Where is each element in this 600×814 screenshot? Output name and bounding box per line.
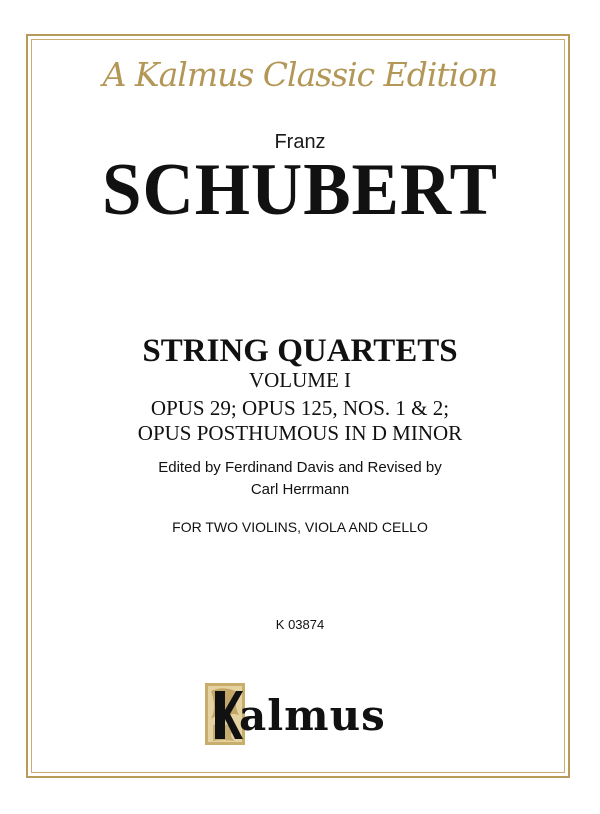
opus-line-2: OPUS POSTHUMOUS IN D MINOR xyxy=(137,421,463,445)
instrumentation: FOR TWO VIOLINS, VIOLA AND CELLO xyxy=(172,519,428,535)
logo-wordmark: almus xyxy=(239,691,386,740)
composer-surname: SCHUBERT xyxy=(101,149,499,231)
editor-line-2: Carl Herrmann xyxy=(250,481,350,498)
opus-line-1: OPUS 29; OPUS 125, NOS. 1 & 2; xyxy=(150,396,450,420)
publisher-logo xyxy=(205,683,395,745)
editor-line-1: Edited by Ferdinand Davis and Revised by xyxy=(158,459,442,476)
catalog-number: K 03874 xyxy=(275,617,325,632)
volume-label: VOLUME I xyxy=(248,368,352,392)
work-title: STRING QUARTETS xyxy=(142,333,458,369)
series-name: A Kalmus Classic Edition xyxy=(102,55,498,94)
composer-first-name: Franz xyxy=(274,131,326,153)
